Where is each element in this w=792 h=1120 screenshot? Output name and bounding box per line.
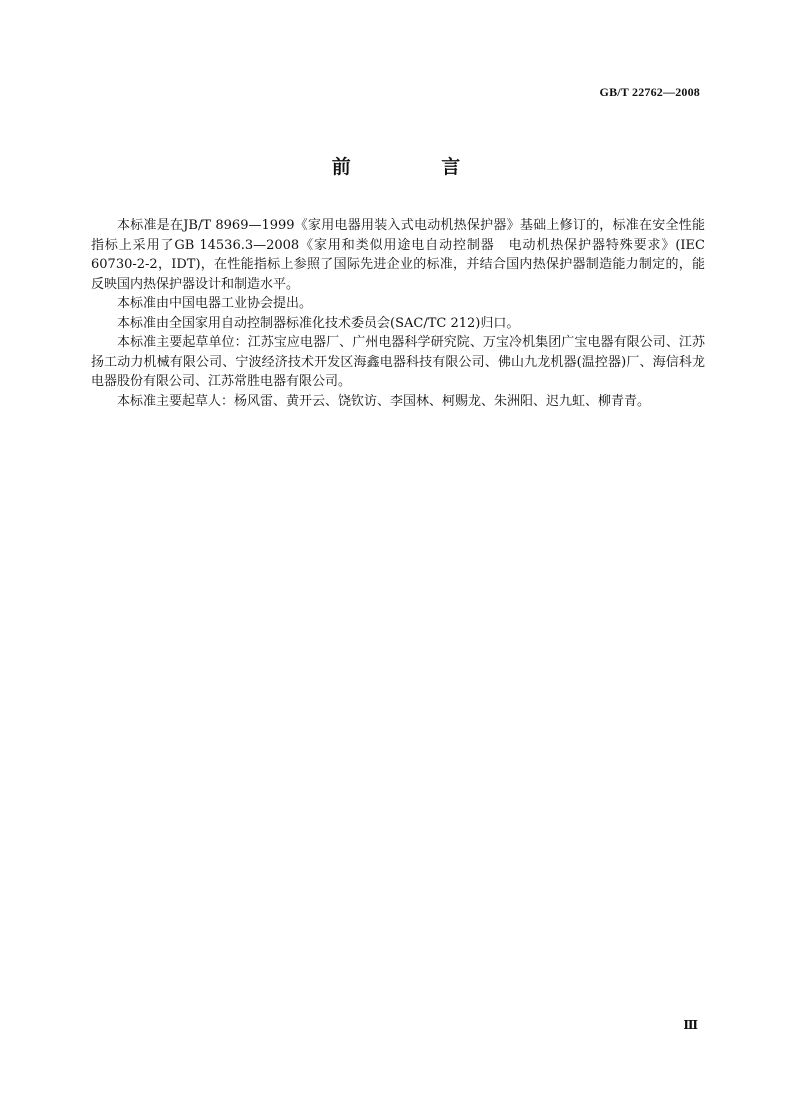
paragraph-proposer: 本标准由中国电器工业协会提出。 xyxy=(117,296,313,311)
document-code: GB/T 22762—2008 xyxy=(599,85,700,99)
page-number: Ⅲ xyxy=(683,1018,698,1032)
paragraph-drafters: 本标准主要起草人：杨风雷、黄开云、饶钦访、李国林、柯赐龙、朱洲阳、迟九虹、柳青青。 xyxy=(117,393,651,409)
paragraph-committee: 本标准由全国家用自动控制器标准化技术委员会(SAC/TC 212)归口。 xyxy=(117,315,520,331)
paragraph-basis: 本标准是在JB/T 8969—1999《家用电器用装入式电动机热保护器》基础上修订的，标准在安全性能指标上采用了GB 14536.3—2008《家用和类似用途电自动控制器 电动机热保护器特殊要求》(IEC 60730-2-2，IDT)，在性能指标上参照了国际先进企业的标准，并结合国内热保护器制造能力制定的，能反映国内热保护器设计和制造水平。 xyxy=(91,218,705,292)
paragraph-drafting-units: 本标准主要起草单位：江苏宝应电器厂、广州电器科学研究院、万宝冷机集团广宝电器有限公司、江苏扬工动力机械有限公司、宁波经济技术开发区海鑫电器科技有限公司、佛山九龙机器(温控器)厂、海信科龙电器股份有限公司、江苏常胜电器有限公司。 xyxy=(91,335,705,389)
foreword-body xyxy=(91,216,705,411)
page-title: 前 言 xyxy=(331,156,503,178)
